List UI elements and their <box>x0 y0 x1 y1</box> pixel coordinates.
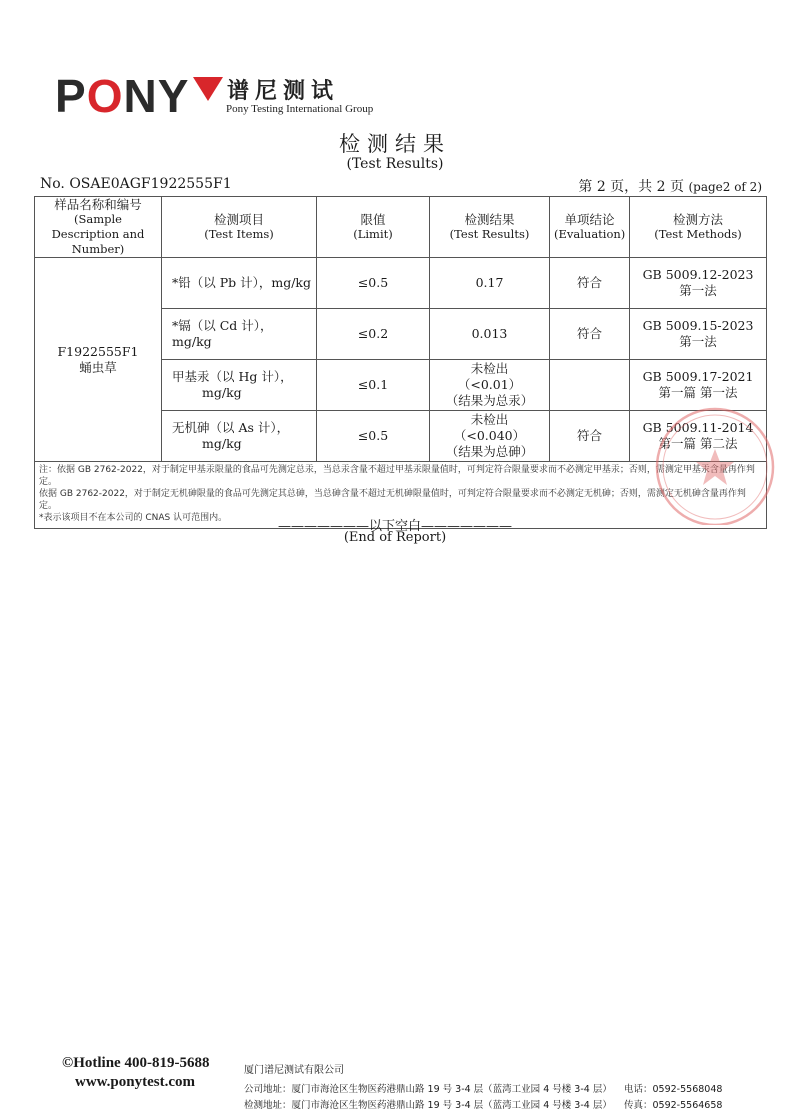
sample-id: F1922555F1 <box>57 343 139 359</box>
logo-english-name: Pony Testing International Group <box>226 103 374 115</box>
limit-value: ≤0.5 <box>317 258 430 309</box>
footer-telephone: 电话：0592-5568048 <box>624 1084 723 1095</box>
test-method: GB 5009.11-2014 第一篇 第二法 <box>630 411 767 462</box>
end-of-report-divider: ———————以下空白——————— <box>277 519 512 534</box>
test-result: 未检出 （<0.01） （结果为总汞） <box>430 360 550 411</box>
limit-value: ≤0.2 <box>317 309 430 360</box>
end-of-report-label: (End of Report) <box>343 530 447 545</box>
limit-value: ≤0.5 <box>317 411 430 462</box>
test-item: 甲基汞（以 Hg 计）， mg/kg <box>162 360 317 411</box>
sample-cell <box>35 258 162 462</box>
test-result: 0.17 <box>430 258 550 309</box>
header-test-methods: 检测方法 (Test Methods) <box>630 197 767 258</box>
limit-value: ≤0.1 <box>317 360 430 411</box>
evaluation: 符合 <box>550 309 630 360</box>
footer-fax: 传真：0592-5564658 <box>624 1100 723 1111</box>
copyright-icon: © <box>62 1055 74 1071</box>
header-test-results: 检测结果 (Test Results) <box>430 197 550 258</box>
logo-triangle-icon <box>193 77 223 101</box>
note-arsenic: 依据 GB 2762-2022，对于制定无机砷限量的食品可先测定其总砷，当总砷含量不超过无机砷限量值时，可判定符合限量要求而不必测定无机砷；否则，需测定无机砷含量再作判定。 <box>39 489 746 511</box>
evaluation: 符合 <box>550 411 630 462</box>
page-title: 检测结果 <box>339 132 451 156</box>
test-item: 无机砷（以 As 计）， mg/kg <box>162 411 317 462</box>
page-indicator <box>578 176 762 196</box>
inspection-stamp-icon <box>600 405 790 525</box>
footer-lab-address: 检测地址：厦门市海沧区生物医药港鼎山路 19 号 3-4 层（蓝湾工业园 4 号楼 3-4 层） <box>244 1100 612 1111</box>
table-row <box>35 258 767 309</box>
footer-company: 厦门谱尼测试有限公司 <box>244 1065 344 1076</box>
report-number: No. OSAE0AGF1922555F1 <box>40 176 232 192</box>
test-result: 0.013 <box>430 309 550 360</box>
test-method: GB 5009.15-2023 第一法 <box>630 309 767 360</box>
website-link[interactable]: www.ponytest.com <box>75 1074 195 1090</box>
evaluation: 符合 <box>550 258 630 309</box>
logo-chinese-name: 谱尼测试 <box>227 79 340 104</box>
page-subtitle: (Test Results) <box>346 156 444 172</box>
note-cnas: *表示该项目不在本公司的 CNAS 认可范围内。 <box>39 513 228 523</box>
company-logo <box>55 72 189 120</box>
test-item: *铅（以 Pb 计），mg/kg <box>162 258 317 309</box>
test-result: 未检出 （<0.040） （结果为总砷） <box>430 411 550 462</box>
logo-letter-p: P <box>55 70 87 122</box>
header-test-items: 检测项目 (Test Items) <box>162 197 317 258</box>
test-method: GB 5009.17-2021 第一篇 第一法 <box>630 360 767 411</box>
header-evaluation: 单项结论 (Evaluation) <box>550 197 630 258</box>
header-limit: 限值 (Limit) <box>317 197 430 258</box>
footer-company-address: 公司地址：厦门市海沧区生物医药港鼎山路 19 号 3-4 层（蓝湾工业园 4 号楼 3-4 层） <box>244 1084 612 1095</box>
test-method: GB 5009.12-2023 第一法 <box>630 258 767 309</box>
hotline: ©Hotline 400-819-5688 <box>62 1055 210 1071</box>
evaluation <box>550 360 630 411</box>
page-indicator-en: (page2 of 2) <box>688 180 762 194</box>
page-indicator-cn: 第 2 页，共 2 页 <box>578 179 684 195</box>
sample-name: 蛹虫草 <box>79 359 117 375</box>
logo-letters-ny: NY <box>123 70 190 122</box>
logo-letter-o: O <box>86 70 124 122</box>
header-sample: 样品名称和编号 (Sample Description and Number) <box>35 197 162 258</box>
table-header-row <box>35 197 767 258</box>
note-mercury: 注：依据 GB 2762-2022，对于制定甲基汞限量的食品可先测定总汞，当总汞含量不超过甲基汞限量值时，可判定符合限量要求而不必测定甲基汞；否则，需测定甲基汞含量再作判定。 <box>39 465 755 487</box>
test-item: *镉（以 Cd 计），mg/kg <box>162 309 317 360</box>
